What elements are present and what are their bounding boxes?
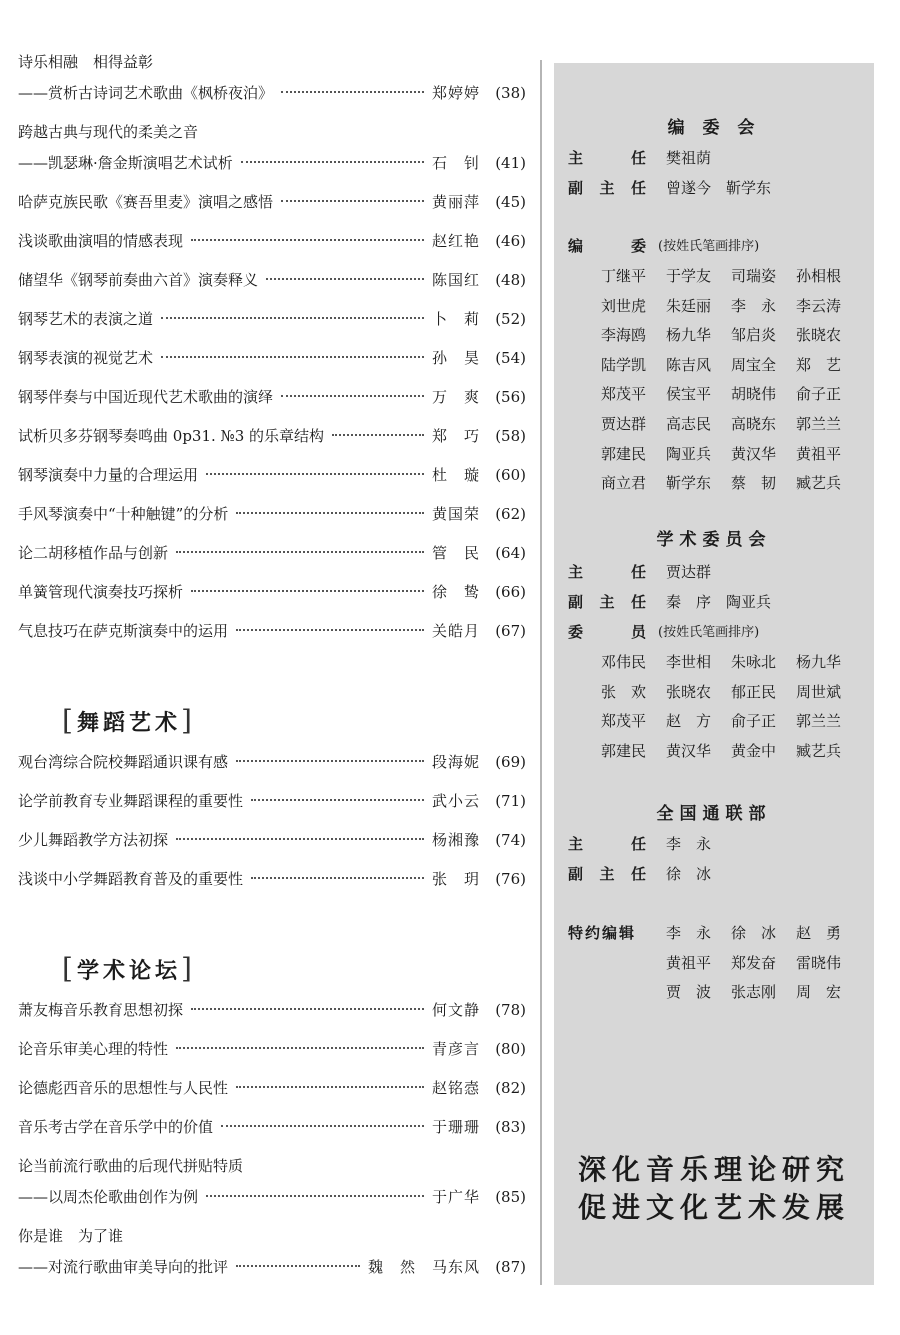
member-name: 陆学凯 (601, 355, 647, 374)
article-author: 青彦言 (431, 1040, 480, 1058)
page-number: (60) (495, 466, 526, 484)
page-number: (56) (495, 388, 526, 406)
toc-entry (18, 52, 526, 83)
member-name: 臧艺兵 (796, 474, 842, 493)
special-editors-grid (666, 922, 861, 1011)
member-row (601, 324, 861, 354)
article-title: ——对流行歌曲审美导向的批评 (18, 1258, 229, 1276)
member-name: 郑茂平 (601, 712, 647, 731)
member-row (666, 952, 861, 982)
article-title: 钢琴伴奏与中国近现代艺术歌曲的演绎 (18, 388, 274, 406)
member-name: 司瑞姿 (731, 267, 777, 285)
article-author: 张 玥 (431, 870, 480, 888)
page-number: (78) (495, 1001, 526, 1019)
article-title: ——赏析古诗词艺术歌曲《枫桥夜泊》 (18, 84, 274, 102)
bracket-left: [ (62, 952, 77, 985)
liaison-chief-name: 李 永 (666, 835, 712, 853)
leader-dots (206, 1195, 424, 1197)
page-number: (48) (495, 271, 526, 289)
label-char: 委 (568, 623, 584, 641)
toc-entry (18, 192, 526, 231)
member-row (666, 922, 861, 952)
member-name: 臧艺兵 (796, 741, 842, 760)
academic-vice-row (568, 591, 771, 612)
label-char: 主 (568, 149, 584, 167)
toc-entry (18, 1156, 526, 1187)
article-title: 论当前流行歌曲的后现代拼贴特质 (18, 1157, 244, 1175)
article-title: 浅谈中小学舞蹈教育普及的重要性 (18, 870, 244, 888)
label-char: 任 (630, 179, 646, 197)
article-title: 诗乐相融 相得益彰 (18, 53, 154, 71)
label-char: 任 (630, 149, 646, 167)
article-title: ——凯瑟琳·詹金斯演唱艺术试析 (18, 154, 233, 172)
toc-entry (18, 1039, 526, 1078)
member-name: 黄祖平 (666, 953, 712, 972)
article-title: 萧友梅音乐教育思想初探 (18, 1001, 184, 1019)
toc-entry (18, 621, 526, 660)
page-number: (38) (495, 84, 526, 102)
article-title: 浅谈歌曲演唱的情感表现 (18, 232, 184, 250)
article-author: 魏 然 马东风 (367, 1258, 480, 1276)
member-name: 胡晓伟 (731, 385, 777, 404)
toc-entry (18, 1187, 526, 1226)
editorial-members-label (568, 235, 646, 256)
member-name: 郑 艺 (796, 355, 842, 374)
article-title: 跨越古典与现代的柔美之音 (18, 123, 199, 141)
section-heading (18, 938, 526, 1000)
member-name: 杨九华 (796, 653, 842, 671)
liaison-vice-row (568, 863, 711, 884)
article-title: 论二胡移植作品与创新 (18, 544, 169, 562)
special-editors-label: 特约编辑 (568, 924, 637, 942)
member-name: 黄祖平 (796, 444, 842, 463)
page-number: (85) (495, 1188, 526, 1206)
bracket-right: ] (180, 704, 196, 737)
page-number: (76) (495, 870, 526, 888)
leader-dots (236, 760, 424, 762)
article-author: 杨湘豫 (431, 831, 480, 849)
special-editors-row (568, 922, 666, 943)
toc-entry (18, 122, 526, 153)
member-name: 郁正民 (731, 682, 777, 701)
member-name: 李世相 (666, 653, 712, 671)
article-title: 论音乐审美心理的特性 (18, 1040, 169, 1058)
editorial-chief-label (568, 147, 646, 168)
masthead-panel (554, 63, 874, 1285)
member-name: 李 永 (731, 296, 777, 315)
member-row (601, 651, 861, 681)
leader-dots (206, 473, 424, 475)
article-author: 万 爽 (431, 388, 480, 406)
member-name: 贾 波 (666, 983, 712, 1002)
section-title: 学术论坛 (76, 958, 181, 984)
toc-entry (18, 830, 526, 869)
article-title: 论德彪西音乐的思想性与人民性 (18, 1079, 229, 1097)
article-title: 气息技巧在萨克斯演奏中的运用 (18, 622, 229, 640)
label-char: 副 (568, 593, 584, 611)
member-name: 张晓农 (796, 326, 842, 345)
editorial-chief-name: 樊祖荫 (666, 149, 712, 167)
member-name: 郑发奋 (731, 953, 777, 972)
toc-entry (18, 465, 526, 504)
leader-dots (176, 551, 424, 553)
article-author: 黄丽萍 (431, 193, 480, 211)
leader-dots (191, 1008, 424, 1010)
article-title: 哈萨克族民歌《赛吾里麦》演唱之感悟 (18, 193, 274, 211)
page-number: (58) (495, 427, 526, 445)
page-number: (54) (495, 349, 526, 367)
member-name: 高晓东 (731, 414, 777, 433)
member-row (601, 443, 861, 473)
toc-entry (18, 387, 526, 426)
editorial-chief-row (568, 147, 711, 168)
article-author: 于珊珊 (431, 1118, 480, 1136)
academic-chief-label (568, 561, 646, 582)
article-author: 徐 鸷 (431, 583, 480, 601)
article-author: 管 民 (431, 544, 480, 562)
article-title: 储望华《钢琴前奏曲六首》演奏释义 (18, 271, 259, 289)
member-name: 赵 勇 (796, 924, 842, 942)
page-number: (87) (495, 1258, 526, 1276)
toc-entry (18, 83, 526, 122)
article-author: 于广华 (431, 1188, 480, 1206)
article-title: 观台湾综合院校舞蹈通识课有感 (18, 753, 229, 771)
article-author: 杜 璇 (431, 466, 480, 484)
article-title: 钢琴表演的视觉艺术 (18, 349, 154, 367)
toc-entry (18, 1078, 526, 1117)
page-number: (74) (495, 831, 526, 849)
toc-entry (18, 869, 526, 908)
toc-entry (18, 752, 526, 791)
leader-dots (236, 512, 424, 514)
leader-dots (176, 1047, 424, 1049)
leader-dots (332, 434, 424, 436)
member-name: 丁继平 (601, 267, 647, 285)
member-name: 俞子正 (731, 712, 777, 731)
leader-dots (251, 877, 424, 879)
page-number: (64) (495, 544, 526, 562)
toc-entry (18, 791, 526, 830)
leader-dots (236, 1086, 424, 1088)
member-name: 郭兰兰 (796, 414, 842, 433)
member-name: 俞子正 (796, 385, 842, 404)
member-name: 郭建民 (601, 444, 647, 463)
leader-dots (241, 161, 424, 163)
bracket-right: ] (180, 952, 196, 985)
toc-entry (18, 348, 526, 387)
article-author: 郑婷婷 (431, 84, 480, 102)
article-author: 孙 昊 (431, 349, 480, 367)
label-char: 副 (568, 179, 584, 197)
label-char: 任 (630, 865, 646, 883)
label-char: 编 (568, 237, 584, 255)
member-name: 高志民 (666, 414, 712, 433)
liaison-heading: 全国通联部 (656, 804, 772, 824)
editorial-members-grid (601, 265, 861, 502)
member-name: 杨九华 (666, 326, 712, 345)
page-number: (52) (495, 310, 526, 328)
member-name: 靳学东 (666, 474, 712, 493)
page-number: (71) (495, 792, 526, 810)
slogan-line-1: 深化音乐理论研究 (577, 1153, 850, 1186)
article-author: 关皓月 (431, 622, 480, 640)
page-number: (46) (495, 232, 526, 250)
toc-entry (18, 543, 526, 582)
member-name: 黄金中 (731, 741, 777, 760)
page-number: (80) (495, 1040, 526, 1058)
member-row (601, 354, 861, 384)
toc-entry (18, 1000, 526, 1039)
member-name: 李 永 (666, 924, 712, 942)
toc-entry (18, 270, 526, 309)
article-title: 少儿舞蹈教学方法初探 (18, 831, 169, 849)
label-char: 任 (630, 835, 646, 853)
label-char: 主 (599, 865, 615, 883)
leader-dots (176, 838, 424, 840)
member-name: 陶亚兵 (666, 444, 712, 463)
page-number: (67) (495, 622, 526, 640)
member-name: 周 宏 (796, 983, 842, 1002)
editorial-members-note: (按姓氏笔画排序) (658, 239, 760, 254)
label-char: 主 (568, 563, 584, 581)
member-name: 贾达群 (601, 414, 647, 433)
toc-entry (18, 1257, 526, 1296)
member-row (601, 383, 861, 413)
article-author: 郑 巧 (431, 427, 480, 445)
article-author: 赵红艳 (431, 232, 480, 250)
toc-entry (18, 1226, 526, 1257)
member-name: 赵 方 (666, 712, 712, 731)
page-number: (83) (495, 1118, 526, 1136)
member-name: 孙相根 (796, 267, 842, 285)
leader-dots (251, 799, 424, 801)
page-number: (82) (495, 1079, 526, 1097)
member-name: 张 欢 (601, 682, 647, 701)
article-title: 钢琴演奏中力量的合理运用 (18, 466, 199, 484)
leader-dots (236, 1265, 360, 1267)
toc-entry (18, 426, 526, 465)
article-title: 你是谁 为了谁 (18, 1227, 124, 1245)
liaison-chief-row (568, 833, 711, 854)
member-row (601, 265, 861, 295)
member-name: 周世斌 (796, 682, 842, 701)
member-name: 黄汉华 (666, 741, 712, 760)
leader-dots (281, 91, 424, 93)
member-name: 郭建民 (601, 741, 647, 760)
label-char: 委 (630, 237, 646, 255)
member-name: 雷晓伟 (796, 953, 842, 972)
label-char: 员 (630, 623, 646, 641)
academic-members-note: (按姓氏笔画排序) (658, 625, 760, 640)
leader-dots (281, 395, 424, 397)
label-char: 任 (630, 563, 646, 581)
page-number: (62) (495, 505, 526, 523)
member-row (601, 740, 861, 770)
article-author: 何文静 (431, 1001, 480, 1019)
toc-entry (18, 231, 526, 270)
label-char: 任 (630, 593, 646, 611)
member-row (601, 295, 861, 325)
leader-dots (266, 278, 424, 280)
article-author: 黄国荣 (431, 505, 480, 523)
toc-entry (18, 504, 526, 543)
member-name: 刘世虎 (601, 296, 647, 315)
spacer (18, 908, 526, 938)
member-name: 李云涛 (796, 296, 842, 315)
toc-entry (18, 582, 526, 621)
article-title: 单簧管现代演奏技巧探析 (18, 583, 184, 601)
article-author: 赵铭悫 (431, 1079, 480, 1097)
page-number: (69) (495, 753, 526, 771)
article-author: 石 钊 (431, 154, 480, 172)
table-of-contents (18, 52, 526, 1296)
liaison-chief-label (568, 833, 646, 854)
page-number: (45) (495, 193, 526, 211)
column-divider (540, 60, 542, 1285)
leader-dots (191, 239, 424, 241)
spacer (18, 660, 526, 690)
member-row (601, 472, 861, 502)
member-name: 徐 冰 (731, 924, 777, 942)
article-author: 武小云 (431, 792, 480, 810)
member-name: 朱咏北 (731, 653, 777, 671)
member-name: 李海鸥 (601, 326, 647, 345)
member-name: 张晓农 (666, 682, 712, 701)
member-name: 陈吉风 (666, 355, 712, 374)
section-heading (18, 690, 526, 752)
liaison-vice-names: 徐 冰 (666, 865, 712, 883)
member-name: 蔡 韧 (731, 474, 777, 493)
article-title: 试析贝多芬钢琴奏鸣曲 0p31. №3 的乐章结构 (18, 427, 325, 445)
member-row (601, 413, 861, 443)
member-name: 周宝全 (731, 355, 777, 374)
member-name: 邓伟民 (601, 653, 647, 671)
leader-dots (236, 629, 424, 631)
label-char: 副 (568, 865, 584, 883)
editorial-board-heading: 编 委 会 (667, 118, 761, 138)
label-char: 主 (599, 179, 615, 197)
article-title: 音乐考古学在音乐学中的价值 (18, 1118, 214, 1136)
toc-entry (18, 1117, 526, 1156)
member-name: 张志刚 (731, 983, 777, 1002)
academic-members-label (568, 621, 646, 642)
section-title: 舞蹈艺术 (76, 710, 181, 736)
article-author: 卜 莉 (431, 310, 480, 328)
page-number: (66) (495, 583, 526, 601)
liaison-vice-label (568, 863, 646, 884)
slogan-line-2: 促进文化艺术发展 (577, 1191, 850, 1224)
article-title: 论学前教育专业舞蹈课程的重要性 (18, 792, 244, 810)
member-name: 侯宝平 (666, 385, 712, 404)
academic-chief-name: 贾达群 (666, 563, 712, 581)
article-title: ——以周杰伦歌曲创作为例 (18, 1188, 199, 1206)
member-row (666, 981, 861, 1011)
leader-dots (221, 1125, 424, 1127)
member-name: 黄汉华 (731, 444, 777, 463)
leader-dots (161, 317, 424, 319)
academic-members-grid (601, 651, 861, 769)
label-char: 主 (599, 593, 615, 611)
member-name: 郭兰兰 (796, 712, 842, 731)
label-char: 主 (568, 835, 584, 853)
member-name: 于学友 (666, 267, 712, 285)
member-name: 朱廷丽 (666, 296, 712, 315)
editorial-vice-label (568, 177, 646, 198)
member-name: 郑茂平 (601, 385, 647, 404)
leader-dots (281, 200, 424, 202)
editorial-vice-row (568, 177, 771, 198)
bracket-left: [ (62, 704, 77, 737)
toc-entry (18, 153, 526, 192)
member-row (601, 681, 861, 711)
page-number: (41) (495, 154, 526, 172)
article-author: 段海妮 (431, 753, 480, 771)
academic-committee-heading: 学术委员会 (656, 530, 772, 550)
leader-dots (191, 590, 424, 592)
member-name: 邹启炎 (731, 326, 777, 345)
member-row (601, 710, 861, 740)
leader-dots (161, 356, 424, 358)
member-name: 商立君 (601, 474, 647, 493)
academic-vice-label (568, 591, 646, 612)
academic-vice-names: 秦 序 陶亚兵 (666, 593, 772, 611)
academic-members-row (568, 621, 759, 642)
article-title: 手风琴演奏中“十种触键”的分析 (18, 505, 229, 523)
editorial-members-row (568, 235, 759, 256)
article-author: 陈国红 (431, 271, 480, 289)
editorial-vice-names: 曾遂今 靳学东 (666, 179, 772, 197)
academic-chief-row (568, 561, 711, 582)
toc-entry (18, 309, 526, 348)
article-title: 钢琴艺术的表演之道 (18, 310, 154, 328)
